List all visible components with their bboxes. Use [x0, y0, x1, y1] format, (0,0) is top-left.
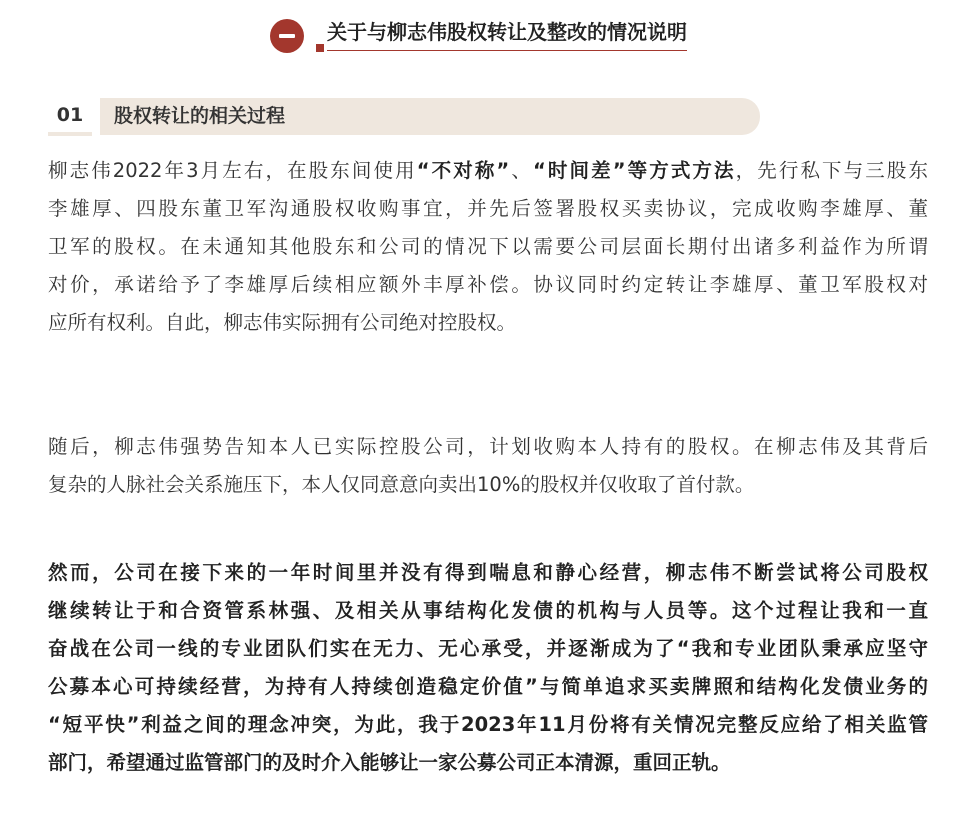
text-segment: ，先行私下与三股东: [735, 159, 928, 182]
bold-text: 继续转让于和合资管系林强、及相关从事结构化发债的机构与人员等。这个过程让我和一直: [48, 599, 928, 622]
document-header: [270, 18, 687, 54]
text-segment: 、: [509, 159, 533, 182]
text-line: [48, 152, 928, 190]
bold-text: “不对称”: [416, 159, 510, 182]
text-line: [48, 554, 928, 592]
subsection-number-underline: [48, 132, 92, 136]
bold-text: 然而，公司在接下来的一年时间里并没有得到喘息和静心经营，柳志伟不断尝试将公司股权: [48, 561, 928, 584]
text-line: [48, 466, 928, 504]
bold-text: “短平快”利益之间的理念冲突，为此，我于2023年11月份将有关情况完整反应给了相关监管: [48, 713, 928, 736]
bold-text: 奋战在公司一线的专业团队们实在无力、无心承受，并逐渐成为了“我和专业团队秉承应坚守: [48, 637, 928, 660]
text-segment: 随后，柳志伟强势告知本人已实际控股公司，计划收购本人持有的股权。在柳志伟及其背后: [48, 435, 928, 458]
text-line: [48, 228, 928, 266]
bold-text: “时间差”等方式方法: [532, 159, 736, 182]
text-line: [48, 428, 928, 466]
subsection-title: 股权转让的相关过程: [114, 105, 286, 127]
subsection-number: 01: [56, 104, 84, 126]
text-line: [48, 304, 928, 342]
text-segment: 李雄厚、四股东董卫军沟通股权收购事宜，并先后签署股权买卖协议，完成收购李雄厚、董: [48, 197, 928, 220]
text-line: [48, 668, 928, 706]
text-line: [48, 744, 928, 782]
page-title: 关于与柳志伟股权转让及整改的情况说明: [327, 18, 687, 51]
text-segment: 应所有权利。自此，柳志伟实际拥有公司绝对控股权。: [48, 311, 517, 334]
text-line: [48, 266, 928, 304]
text-segment: 柳志伟2022年3月左右，在股东间使用: [48, 159, 417, 182]
text-line: [48, 190, 928, 228]
section-number-badge: [270, 19, 304, 53]
text-line: [48, 706, 928, 744]
paragraph-3: [48, 554, 928, 782]
bold-text: 公募本心可持续经营，为持有人持续创造稳定价值”与简单追求买卖牌照和结构化发债业务的: [48, 675, 928, 698]
text-segment: 卫军的股权。在未通知其他股东和公司的情况下以需要公司层面长期付出诸多利益作为所谓: [48, 235, 928, 258]
paragraph-2: [48, 428, 928, 504]
title-marker: [316, 44, 324, 52]
subsection-heading: [100, 98, 760, 135]
text-line: [48, 630, 928, 668]
paragraph-1: [48, 152, 928, 342]
text-segment: 复杂的人脉社会关系施压下，本人仅同意意向卖出10%的股权并仅收取了首付款。: [48, 473, 755, 496]
text-segment: 对价，承诺给予了李雄厚后续相应额外丰厚补偿。协议同时约定转让李雄厚、董卫军股权对: [48, 273, 928, 296]
text-line: [48, 592, 928, 630]
bold-text: 部门，希望通过监管部门的及时介入能够让一家公募公司正本清源，重回正轨。: [48, 751, 731, 774]
